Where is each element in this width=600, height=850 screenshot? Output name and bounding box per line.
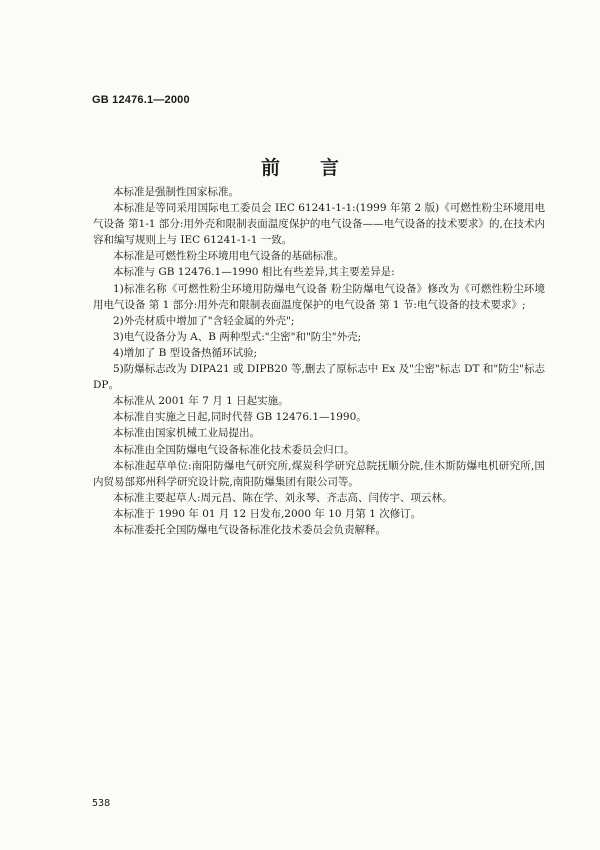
list-item-3: 3)电气设备分为 A、B 两种型式:"尘密"和"防尘"外壳;: [113, 330, 362, 343]
page-number: 538: [92, 798, 111, 809]
paragraph-issue-date: 本标准于 1990 年 01 月 12 日发布,2000 年 10 月第 1 次修订。: [113, 507, 422, 520]
list-item-4: 4)增加了 B 型设备热循环试验;: [113, 346, 258, 359]
standard-code: GB 12476.1—2000: [92, 94, 190, 106]
document-body: [93, 184, 545, 538]
paragraph-proposed-by: 本标准由国家机械工业局提出。: [113, 427, 260, 440]
page-title: 前言: [260, 157, 379, 179]
list-item-1: 1)标准名称《可燃性粉尘环境用防爆电气设备 粉尘防爆电气设备》修改为《可燃性粉尘环境用电气设备 第 1 部分:用外壳和限制表面温度保护的电气设备 第 1 节:电气设备的技术要求》;: [93, 282, 545, 311]
paragraph-drafting-units: 本标准起草单位:南阳防爆电气研究所,煤炭科学研究总院抚顺分院,佳木斯防爆电机研究所,国内贸易部郑州科学研究设计院,南阳防爆集团有限公司等。: [93, 459, 545, 488]
paragraph-drafters: 本标准主要起草人:周元昌、陈在学、刘永琴、齐志高、闫传宇、项云林。: [113, 491, 453, 504]
paragraph-mandatory: 本标准是强制性国家标准。: [113, 186, 239, 198]
paragraph-basic-standard: 本标准是可燃性粉尘环境用电气设备的基础标准。: [113, 250, 344, 263]
paragraph-effective-date: 本标准从 2001 年 7 月 1 日起实施。: [113, 395, 289, 408]
paragraph-differences: 本标准与 GB 12476.1—1990 相比有些差异,其主要差异是:: [113, 266, 395, 279]
paragraph-centralized-by: 本标准由全国防爆电气设备标准化技术委员会归口。: [113, 443, 355, 456]
list-item-2: 2)外壳材质中增加了"含轻金属的外壳";: [113, 314, 295, 327]
list-item-5: 5)防爆标志改为 DIPA21 或 DIPB20 等,删去了原标志中 Ex 及"尘密"标志 DT 和"防尘"标志 DP。: [93, 363, 545, 392]
paragraph-adoption: 本标准是等同采用国际电工委员会 IEC 61241-1-1:(1999 年第 2 版)《可燃性粉尘环境用电气设备 第1-1 部分:用外壳和限制表面温度保护的电气设备——电气设备的技术要求》的,在技术内容和编写规则上与 IEC 61241-1-1 一致。: [93, 202, 545, 247]
paragraph-interpretation: 本标准委托全国防爆电气设备标准化技术委员会负责解释。: [113, 523, 386, 536]
paragraph-replaces: 本标准自实施之日起,同时代替 GB 12476.1—1990。: [113, 411, 367, 424]
